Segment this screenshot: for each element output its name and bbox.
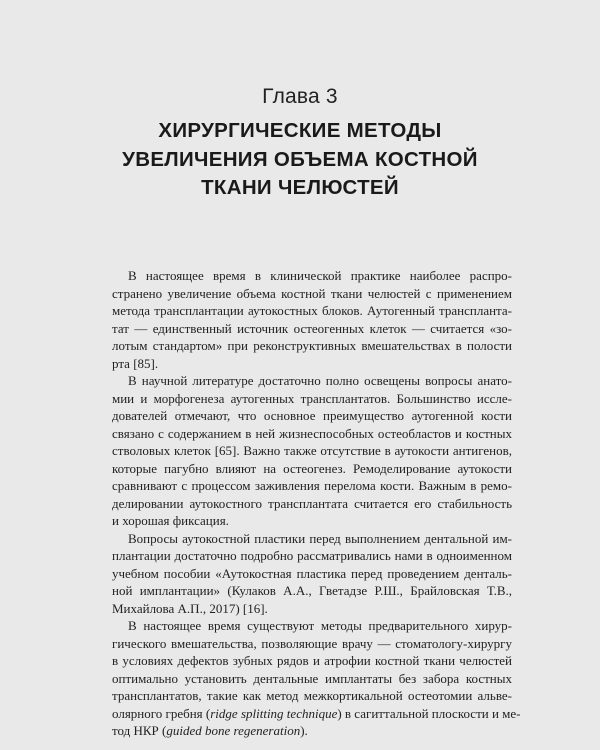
paragraph bbox=[112, 617, 521, 740]
text-line: трансплантатов, такие как метод межкортикальной остеотомии альве- bbox=[112, 688, 512, 703]
chapter-title-line: ТКАНИ ЧЕЛЮСТЕЙ bbox=[201, 176, 399, 199]
text-line: сравнивают с процессом заживления перелома кости. Важным в ремо- bbox=[112, 478, 512, 493]
text-line: и хорошая фиксация. bbox=[112, 513, 229, 528]
text-line: рта [85]. bbox=[112, 355, 159, 371]
chapter-label: Глава 3 bbox=[262, 85, 338, 108]
text-run: ) в сагиттальной плоскости и ме- bbox=[337, 705, 521, 721]
text-line: учебном пособии «Аутокостная пластика перед проведением денталь- bbox=[112, 565, 512, 581]
text-line: странено увеличение объема костной ткани челюстей с применением bbox=[112, 285, 512, 301]
chapter-title bbox=[0, 117, 600, 203]
chapter-title-line: УВЕЛИЧЕНИЯ ОБЪЕМА КОСТНОЙ bbox=[122, 147, 478, 171]
text-line: плантации достаточно подробно рассматривались нами в одноименном bbox=[112, 548, 512, 563]
text-run: ). bbox=[300, 723, 308, 738]
text-line: гического вмешательства, позволяющие врачу — стоматологу-хирургу bbox=[112, 635, 512, 651]
text-line: тат — единственный источник остеогенных клеток — считается «зо- bbox=[112, 320, 512, 336]
text-line: в условиях дефектов зубных рядов и атрофии костной ткани челюстей bbox=[112, 653, 512, 668]
paragraph bbox=[112, 267, 512, 372]
text-run: олярного гребня ( bbox=[112, 705, 211, 721]
text-line: Михайлова А.П., 2017) [16]. bbox=[112, 600, 268, 616]
text-line: мии и морфогенеза аутогенных трансплантатов. Большинство иссле- bbox=[112, 390, 512, 406]
text-line: стволовых клеток [65]. Важно также отсутствие в аутокости антигенов, bbox=[112, 443, 512, 458]
text-line bbox=[112, 722, 512, 740]
chapter-title-line: ХИРУРГИЧЕСКИЕ МЕТОДЫ bbox=[158, 119, 442, 142]
paragraph bbox=[112, 530, 512, 618]
text-line: В настоящее время в клинической практике наиболее распро- bbox=[128, 268, 512, 283]
text-line: ной имплантации» (Кулаков А.А., Гветадзе Р.Ш., Брайловская Т.В., bbox=[112, 583, 512, 598]
text-line: лотым стандартом» при реконструктивных вмешательствах в полости bbox=[112, 338, 512, 353]
italic-term: guided bone regeneration bbox=[166, 723, 301, 738]
text-line: которые пагубно влияют на остеогенез. Ремоделирование аутокости bbox=[112, 460, 512, 476]
italic-term: ridge splitting technique bbox=[210, 705, 338, 721]
text-line: метода трансплантации аутокостных блоков. Аутогенный транспланта- bbox=[112, 303, 512, 318]
text-line: Вопросы аутокостной пластики перед выполнением дентальной им- bbox=[128, 530, 512, 546]
text-line: делировании аутокостного трансплантата считается его стабильность bbox=[112, 495, 512, 511]
text-line bbox=[112, 705, 521, 723]
text-line: связано с содержанием в ней жизнеспособных остеобластов и костных bbox=[112, 425, 512, 441]
body-text bbox=[112, 267, 521, 740]
text-line: дователей отмечают, что основное преимущество аутогенной кости bbox=[112, 408, 512, 423]
text-line: оптимально установить дентальные имплантаты без забора костных bbox=[112, 670, 512, 686]
text-line: В научной литературе достаточно полно освещены вопросы анато- bbox=[128, 373, 512, 388]
text-line: В настоящее время существуют методы предварительного хирур- bbox=[128, 618, 512, 633]
text-run: тод НКР ( bbox=[112, 723, 167, 738]
paragraph bbox=[112, 372, 512, 530]
